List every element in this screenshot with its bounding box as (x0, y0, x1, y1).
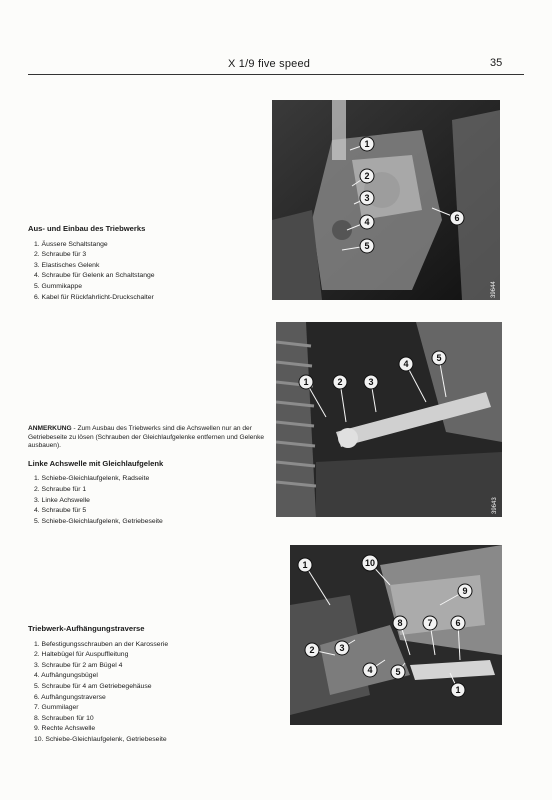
callout-6 (451, 616, 465, 630)
list-item: 7. Gummilager (34, 704, 79, 712)
photo-mount-crossmember (290, 545, 502, 725)
svg-text:4: 4 (403, 359, 409, 369)
header-title: X 1/9 five speed (228, 58, 311, 70)
list-item: 10. Schiebe-Gleichlaufgelenk, Getriebeseite (34, 735, 167, 743)
svg-text:8: 8 (397, 618, 403, 628)
callout-9 (458, 584, 472, 598)
svg-text:6: 6 (454, 213, 460, 223)
callout-6 (450, 211, 464, 225)
list-item: 2. Haltebügel für Auspuffleitung (34, 651, 129, 659)
callout-5 (391, 665, 405, 679)
page-number: 35 (490, 57, 503, 69)
callout-4 (363, 663, 377, 677)
header-rule (28, 74, 524, 75)
note-label: ANMERKUNG (28, 425, 72, 432)
list-item: 5. Gummikappe (34, 282, 82, 290)
list-item: 1. Schiebe-Gleichlaufgelenk, Radseite (34, 475, 150, 483)
callout-4 (399, 357, 413, 371)
list-item: 9. Rechte Achswelle (34, 725, 96, 733)
note-text: - Zum Ausbau des Triebwerks sind die Achswellen nur an der Getriebeseite zu lösen (Schrauben der Gleichlaufgelenke entfernen und Gelenke ausbauen). (28, 425, 265, 450)
svg-text:10: 10 (364, 558, 376, 568)
svg-text:6: 6 (455, 618, 461, 628)
callout-1-bottom (451, 683, 465, 697)
svg-text:3: 3 (368, 377, 374, 387)
list-item: 4. Schraube für Gelenk an Schaltstange (34, 272, 155, 280)
list-item: 6. Kabel für Rückfahrlicht-Druckschalter (34, 293, 154, 301)
svg-text:1: 1 (455, 685, 461, 695)
svg-text:2: 2 (309, 645, 315, 655)
list-item: 2. Schraube für 1 (34, 485, 87, 493)
svg-text:5: 5 (395, 667, 401, 677)
list-item: 5. Schraube für 4 am Getriebegehäuse (34, 682, 152, 690)
callout-1 (299, 375, 313, 389)
svg-text:7: 7 (427, 618, 433, 628)
photo-code: 39643 (492, 497, 498, 514)
callout-1 (360, 137, 374, 151)
callout-3 (335, 641, 349, 655)
list-item: 3. Schraube für 2 am Bügel 4 (34, 661, 123, 669)
callout-8 (393, 616, 407, 630)
list-item: 5. Schiebe-Gleichlaufgelenk, Getriebeseite (34, 517, 163, 525)
callout-2 (333, 375, 347, 389)
photo-engine-top (272, 100, 500, 300)
photo-left-axle-illustration (276, 322, 502, 517)
svg-text:2: 2 (337, 377, 343, 387)
svg-text:1: 1 (364, 139, 370, 149)
list-item: 1. Äussere Schaltstange (34, 240, 108, 248)
svg-text:5: 5 (364, 241, 370, 251)
callout-4 (360, 215, 374, 229)
list-item: 8. Schrauben für 10 (34, 714, 94, 722)
callout-2 (305, 643, 319, 657)
svg-text:2: 2 (364, 171, 370, 181)
photo-code: 39644 (491, 281, 497, 298)
section-title: Aus- und Einbau des Triebwerks (28, 224, 146, 233)
callout-10 (362, 555, 378, 571)
list-item: 3. Linke Achswelle (34, 496, 90, 504)
section-title: Triebwerk-Aufhängungstraverse (28, 624, 145, 633)
section-mount-crossmember (28, 624, 168, 746)
callout-7 (423, 616, 437, 630)
svg-text:4: 4 (367, 665, 373, 675)
list-item: 6. Aufhängungstraverse (34, 693, 106, 701)
callout-5 (360, 239, 374, 253)
callout-3 (360, 191, 374, 205)
photo-mount-crossmember-illustration (290, 545, 502, 725)
svg-text:1: 1 (303, 377, 309, 387)
parts-list (28, 474, 268, 527)
svg-text:4: 4 (364, 217, 370, 227)
callout-2 (360, 169, 374, 183)
photo-engine-top-illustration (272, 100, 500, 300)
callout-3 (364, 375, 378, 389)
list-item: 3. Elastisches Gelenk (34, 261, 100, 269)
svg-text:3: 3 (364, 193, 370, 203)
list-item: 2. Schraube für 3 (34, 251, 87, 259)
note (28, 425, 268, 451)
svg-text:5: 5 (436, 353, 442, 363)
list-item: 4. Aufhängungsbügel (34, 672, 98, 680)
svg-text:1: 1 (302, 560, 308, 570)
section-engine-removal (28, 224, 155, 303)
list-item: 1. Befestigungsschrauben an der Karosserie (34, 640, 169, 648)
callout-1 (298, 558, 312, 572)
section-left-axle (28, 425, 268, 527)
svg-text:9: 9 (462, 586, 468, 596)
parts-list (28, 240, 155, 304)
parts-list (28, 640, 168, 746)
photo-left-axle (276, 322, 502, 517)
section-title: Linke Achswelle mit Gleichlaufgelenk (28, 458, 164, 468)
callout-5 (432, 351, 446, 365)
list-item: 4. Schraube für 5 (34, 507, 87, 515)
svg-text:3: 3 (339, 643, 345, 653)
